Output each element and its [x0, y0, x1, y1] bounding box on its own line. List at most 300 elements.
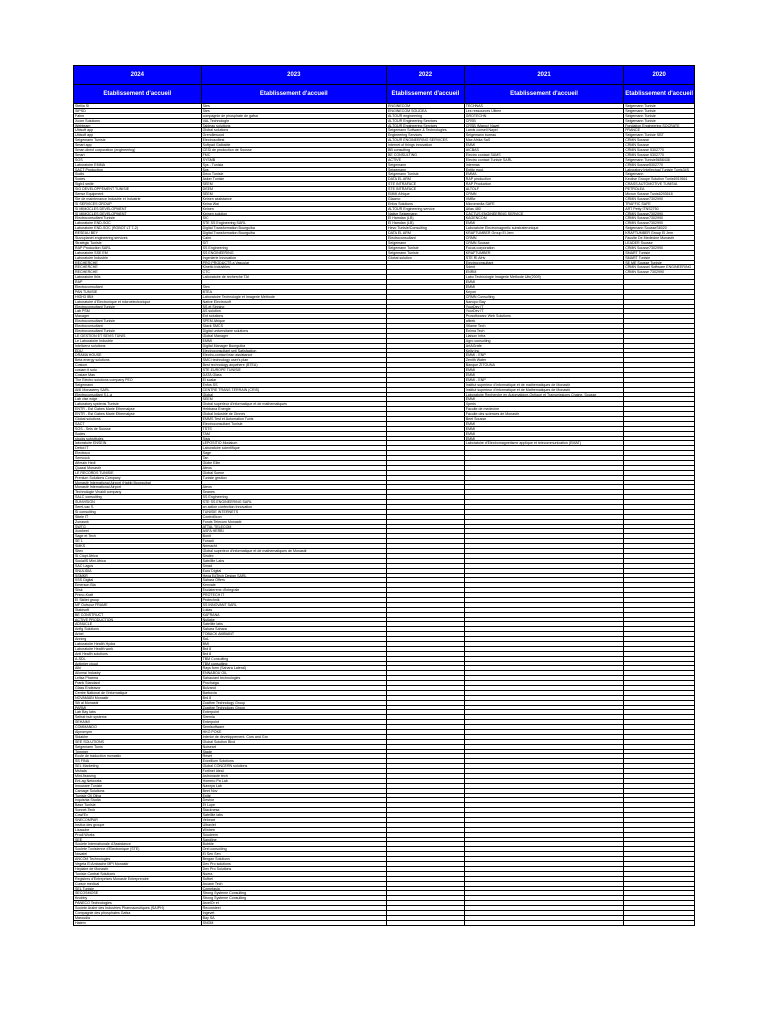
table-cell[interactable]: Smart: [74, 153, 202, 157]
table-cell[interactable]: SS Engineering: [202, 495, 387, 499]
table-cell[interactable]: [624, 666, 694, 670]
table-cell[interactable]: Silsk: [74, 588, 202, 592]
table-cell[interactable]: Keina Wai: [202, 202, 387, 206]
table-cell[interactable]: [387, 911, 465, 915]
table-cell[interactable]: SOS - Sels de Sousse: [74, 427, 202, 431]
table-cell[interactable]: Sage et Tech: [74, 534, 202, 538]
table-cell[interactable]: CRMN Sousse/ Software ENGINEERING: [625, 265, 692, 270]
table-cell[interactable]: Native Electrosoft: [202, 300, 387, 304]
table-cell[interactable]: [465, 882, 624, 886]
table-cell[interactable]: BB consulting: [387, 148, 465, 152]
table-cell[interactable]: [624, 745, 694, 749]
table-cell[interactable]: [387, 833, 465, 837]
table-cell[interactable]: [387, 314, 465, 318]
table-cell[interactable]: [387, 852, 465, 856]
table-cell[interactable]: VMBe: [465, 197, 624, 201]
table-cell[interactable]: Glass Endeavor: [74, 686, 202, 690]
table-cell[interactable]: [624, 578, 694, 582]
table-cell[interactable]: Global superieur d'informatique et de mathematiques: [202, 402, 387, 406]
table-cell[interactable]: Laboratoire Recherche en Automatique-Optique et Transmissions Chaine, Sousse: [465, 393, 624, 397]
table-cell[interactable]: SACT Production: [74, 168, 202, 172]
table-cell[interactable]: [465, 466, 624, 470]
table-cell[interactable]: [387, 916, 465, 920]
table-cell[interactable]: [387, 358, 465, 362]
table-cell[interactable]: Global solutions: [202, 128, 387, 132]
table-cell[interactable]: Seigemann Tunisie: [625, 113, 656, 118]
table-cell[interactable]: Bergan Solutions: [202, 857, 387, 861]
table-cell[interactable]: DATA EL ARM: [387, 231, 465, 235]
table-cell[interactable]: Micromedia SAFE: [465, 202, 624, 206]
table-cell[interactable]: [387, 334, 465, 338]
table-cell[interactable]: Arcane Tech: [202, 882, 387, 886]
table-cell[interactable]: Velonce: [202, 818, 387, 822]
table-cell[interactable]: Registres d'Entreprises Monastir Entreprendre: [74, 877, 202, 881]
table-cell[interactable]: [624, 383, 694, 387]
table-cell[interactable]: [465, 564, 624, 568]
table-cell[interactable]: SACT: [74, 422, 202, 426]
table-cell[interactable]: [465, 691, 624, 695]
table-cell[interactable]: [387, 495, 465, 499]
table-cell[interactable]: Beta energy solutions: [74, 358, 202, 362]
table-cell[interactable]: EMMA: [465, 172, 624, 176]
table-cell[interactable]: [387, 529, 465, 533]
table-cell[interactable]: [624, 520, 694, 524]
table-cell[interactable]: DATA EL ARM: [387, 177, 465, 181]
table-cell[interactable]: [387, 500, 465, 504]
table-cell[interactable]: Satellite Labs: [202, 559, 387, 563]
table-cell[interactable]: [387, 632, 465, 636]
table-cell[interactable]: [465, 603, 624, 607]
table-cell[interactable]: [465, 808, 624, 812]
table-cell[interactable]: [465, 559, 624, 563]
table-cell[interactable]: SocialIS Mini Africa: [74, 559, 202, 563]
table-cell[interactable]: [624, 652, 694, 656]
table-cell[interactable]: CRMN Sousse7302990: [625, 221, 663, 226]
table-cell[interactable]: stocks substitutes: [74, 437, 202, 441]
table-cell[interactable]: [387, 818, 465, 822]
table-cell[interactable]: CTC: [202, 270, 387, 274]
table-cell[interactable]: [624, 798, 694, 802]
table-cell[interactable]: [624, 388, 694, 392]
table-cell[interactable]: AMI Monastery SARL: [74, 388, 202, 392]
table-cell[interactable]: SI SERVICES GROUP: [74, 202, 202, 206]
table-cell[interactable]: [465, 574, 624, 578]
table-cell[interactable]: [387, 451, 465, 455]
table-cell[interactable]: [387, 921, 465, 925]
table-cell[interactable]: Bulvarot: [202, 686, 387, 690]
table-cell[interactable]: Hevo Tunisie/Consulting: [387, 226, 465, 230]
table-cell[interactable]: [624, 750, 694, 754]
table-cell[interactable]: Vegeta El Ambache MPI Monastir: [74, 862, 202, 866]
table-cell[interactable]: [465, 632, 624, 636]
table-cell[interactable]: [465, 622, 624, 626]
table-cell[interactable]: Asker Tunisie: [202, 177, 387, 181]
table-cell[interactable]: [624, 422, 694, 426]
table-cell[interactable]: [624, 309, 694, 313]
table-cell[interactable]: [465, 857, 624, 861]
table-cell[interactable]: Maroudia: [74, 916, 202, 920]
table-cell[interactable]: Seigemann: [387, 168, 465, 172]
table-cell[interactable]: Digital Manager Bourguiba: [202, 344, 387, 348]
table-cell[interactable]: Tunisie Contrat Solutions: [74, 872, 202, 876]
table-cell[interactable]: CRMN Sousse: [625, 138, 649, 143]
table-cell[interactable]: BE CONSTRUCT: [74, 613, 202, 617]
table-cell[interactable]: Electro contact SAMS: [465, 153, 624, 157]
table-cell[interactable]: [387, 525, 465, 529]
table-cell[interactable]: Global: [202, 393, 387, 397]
table-cell[interactable]: SE ME Sousse Tunisie: [625, 260, 662, 265]
table-cell[interactable]: Beet Sousse: [465, 417, 624, 421]
table-cell[interactable]: Ingenierie Innovation: [202, 256, 387, 260]
table-cell[interactable]: FRANCE: [625, 128, 641, 133]
table-cell[interactable]: [387, 652, 465, 656]
table-cell[interactable]: [465, 500, 624, 504]
table-cell[interactable]: Grendlewood: [202, 133, 387, 137]
table-cell[interactable]: Electrosoftest: [202, 138, 387, 142]
table-cell[interactable]: Sys: [202, 168, 387, 172]
table-cell[interactable]: [624, 740, 694, 744]
table-cell[interactable]: Barbovia: [202, 691, 387, 695]
table-cell[interactable]: [624, 662, 694, 666]
table-cell[interactable]: [624, 314, 694, 318]
table-cell[interactable]: Kenvale: [202, 583, 387, 587]
table-cell[interactable]: KRAFTUMBER: [465, 251, 624, 255]
table-cell[interactable]: SUNVISION: [74, 500, 202, 504]
table-cell[interactable]: [465, 657, 624, 661]
table-cell[interactable]: [465, 754, 624, 758]
table-cell[interactable]: Le Laboratoire Industrie: [74, 339, 202, 343]
table-cell[interactable]: Bonit: [202, 534, 387, 538]
table-cell[interactable]: [387, 891, 465, 895]
table-cell[interactable]: [465, 456, 624, 460]
table-cell[interactable]: Ent-ag Networks: [74, 779, 202, 783]
table-cell[interactable]: CRMN Consulting: [465, 295, 624, 299]
table-cell[interactable]: Tunisie Oil Oliva: [74, 794, 202, 798]
table-cell[interactable]: Intellcenz solutions: [74, 344, 202, 348]
table-cell[interactable]: Brd 8: [202, 652, 387, 656]
table-cell[interactable]: [465, 578, 624, 582]
table-cell[interactable]: SEL Marketing: [74, 764, 202, 768]
table-cell[interactable]: Xperis: [465, 402, 624, 406]
table-cell[interactable]: [465, 735, 624, 739]
table-cell[interactable]: SNULIDIA: [74, 569, 202, 573]
table-cell[interactable]: [465, 471, 624, 475]
table-cell[interactable]: Seigemann Tunisie5658438: [625, 157, 670, 162]
table-cell[interactable]: Prodl Works: [74, 833, 202, 837]
table-cell[interactable]: CRMN Sousse7302990: [625, 216, 663, 221]
table-cell[interactable]: [624, 441, 694, 445]
table-cell[interactable]: [624, 686, 694, 690]
table-cell[interactable]: Technologie Vivaldi company: [74, 490, 202, 494]
table-cell[interactable]: Stes: [202, 104, 387, 108]
table-cell[interactable]: [624, 476, 694, 480]
table-cell[interactable]: Digital Transformation Bourguiba: [202, 231, 387, 235]
table-cell[interactable]: [624, 818, 694, 822]
table-cell[interactable]: [624, 402, 694, 406]
table-cell[interactable]: Deshor: [202, 798, 387, 802]
table-cell[interactable]: [624, 901, 694, 905]
table-cell[interactable]: Stes: [202, 285, 387, 289]
table-cell[interactable]: [387, 740, 465, 744]
table-cell[interactable]: [624, 471, 694, 475]
table-cell[interactable]: [624, 574, 694, 578]
table-cell[interactable]: El Sen Sen: [202, 852, 387, 856]
table-cell[interactable]: [465, 534, 624, 538]
table-cell[interactable]: [624, 466, 694, 470]
table-cell[interactable]: ATTAL TELECOM: [202, 525, 387, 529]
table-cell[interactable]: Sitele IT: [74, 515, 202, 519]
table-cell[interactable]: [465, 481, 624, 485]
table-cell[interactable]: ASFA HERBI: [202, 529, 387, 533]
table-cell[interactable]: [387, 754, 465, 758]
table-cell[interactable]: Seigemann: [387, 163, 465, 167]
table-cell[interactable]: [465, 779, 624, 783]
table-cell[interactable]: SPEM Afrique: [202, 319, 387, 323]
table-cell[interactable]: [465, 720, 624, 724]
table-cell[interactable]: [465, 818, 624, 822]
table-cell[interactable]: afleek: [465, 319, 624, 323]
table-cell[interactable]: SMART Tunisie: [625, 250, 651, 255]
table-cell[interactable]: [624, 632, 694, 636]
table-cell[interactable]: Atlas 480: [465, 207, 624, 211]
table-cell[interactable]: PROTECH IT: [202, 593, 387, 597]
table-cell[interactable]: Electroconsultant Tunisie: [202, 422, 387, 426]
table-cell[interactable]: Bubble: [202, 842, 387, 846]
table-cell[interactable]: Laboratoire Iblis: [74, 275, 202, 279]
table-cell[interactable]: Global Scene: [202, 471, 387, 475]
table-cell[interactable]: Fondation Engineering SOCRATE: [625, 123, 680, 128]
table-cell[interactable]: [624, 730, 694, 734]
table-cell[interactable]: [624, 754, 694, 758]
table-cell[interactable]: Fahm: [74, 114, 202, 118]
table-cell[interactable]: ENGINECOM: [387, 104, 465, 108]
table-cell[interactable]: [624, 857, 694, 861]
table-cell[interactable]: [387, 887, 465, 891]
table-cell[interactable]: Sahara Offers: [202, 578, 387, 582]
table-cell[interactable]: [465, 637, 624, 641]
table-cell[interactable]: Semi-vac S: [74, 505, 202, 509]
table-cell[interactable]: Stacknesa: [202, 808, 387, 812]
table-cell[interactable]: [624, 891, 694, 895]
table-cell[interactable]: GROTECHN: [465, 114, 624, 118]
table-cell[interactable]: [387, 710, 465, 714]
table-cell[interactable]: [624, 305, 694, 309]
table-cell[interactable]: [387, 339, 465, 343]
table-cell[interactable]: Faculte des sciences de Monastir: [465, 412, 624, 416]
table-cell[interactable]: [624, 490, 694, 494]
year-2023[interactable]: 2023: [202, 66, 387, 84]
table-cell[interactable]: Entity mod.: [465, 168, 624, 172]
table-cell[interactable]: [387, 534, 465, 538]
year-2022[interactable]: 2022: [387, 66, 465, 84]
table-cell[interactable]: SOS: [74, 158, 202, 162]
table-cell[interactable]: [387, 882, 465, 886]
table-cell[interactable]: [465, 495, 624, 499]
table-cell[interactable]: [465, 666, 624, 670]
table-cell[interactable]: Mshala: [74, 769, 202, 773]
table-cell[interactable]: [465, 701, 624, 705]
table-cell[interactable]: ENTR - Est Gabes Marie Ethernalyse: [74, 407, 202, 411]
table-cell[interactable]: [387, 808, 465, 812]
table-cell[interactable]: The Electro solutions company PEO: [74, 378, 202, 382]
table-cell[interactable]: [202, 481, 387, 485]
table-cell[interactable]: BMI: [202, 642, 387, 646]
table-cell[interactable]: Laboratoire END-SOC: [74, 221, 202, 225]
table-cell[interactable]: [624, 774, 694, 778]
table-cell[interactable]: Laboratoire d'Electronique et microelectronique: [74, 300, 202, 304]
table-cell[interactable]: SI MIMOCLES DEVELOPMENT: [74, 207, 202, 211]
table-cell[interactable]: Manager: [74, 314, 202, 318]
table-cell[interactable]: Trimmer: [74, 750, 202, 754]
table-cell[interactable]: [624, 671, 694, 675]
table-cell[interactable]: [465, 544, 624, 548]
table-cell[interactable]: [624, 437, 694, 441]
table-cell[interactable]: [387, 569, 465, 573]
table-cell[interactable]: [624, 373, 694, 377]
table-cell[interactable]: Seigemann Tunisie: [625, 104, 656, 108]
table-cell[interactable]: [387, 417, 465, 421]
table-cell[interactable]: ArcelOr et: [202, 901, 387, 905]
table-cell[interactable]: Digital universitaire solutions: [202, 329, 387, 333]
table-cell[interactable]: CESI de production de Sousse: [202, 148, 387, 152]
table-cell[interactable]: Afimain Hedi: [74, 461, 202, 465]
table-cell[interactable]: Cairn: [202, 236, 387, 240]
table-cell[interactable]: CRMN Sousse 5302770: [625, 148, 664, 152]
table-cell[interactable]: Stes: [202, 109, 387, 113]
table-cell[interactable]: [624, 485, 694, 489]
table-cell[interactable]: SYSMB: [202, 158, 387, 162]
table-cell[interactable]: [387, 515, 465, 519]
table-cell[interactable]: Societe Tunisienne d'Electronique (STE): [74, 847, 202, 851]
table-cell[interactable]: Nanopo Bay: [465, 300, 624, 304]
table-cell[interactable]: [387, 750, 465, 754]
table-cell[interactable]: [624, 784, 694, 788]
table-cell[interactable]: RESEAU BEY: [74, 231, 202, 235]
table-cell[interactable]: [387, 309, 465, 313]
table-cell[interactable]: [387, 481, 465, 485]
table-cell[interactable]: SEHAIMI: [74, 720, 202, 724]
table-cell[interactable]: SNOM: [202, 921, 387, 925]
table-cell[interactable]: [624, 603, 694, 607]
table-cell[interactable]: Knobby: [74, 896, 202, 900]
table-cell[interactable]: Allomai Industry: [74, 671, 202, 675]
table-cell[interactable]: ACTIVE PRODUCTION: [74, 618, 202, 622]
table-cell[interactable]: Engineering Services: [387, 133, 465, 137]
table-cell[interactable]: [624, 525, 694, 529]
table-cell[interactable]: Electroconsultant Tunisie: [74, 329, 202, 333]
table-cell[interactable]: [387, 574, 465, 578]
table-cell[interactable]: El Skillet group: [74, 598, 202, 602]
table-cell[interactable]: SS ENGINEERING: [202, 251, 387, 255]
table-cell[interactable]: STE SS ENGINEERING SARL: [202, 500, 387, 504]
table-cell[interactable]: [624, 451, 694, 455]
table-cell[interactable]: RAP production: [465, 177, 624, 181]
table-cell[interactable]: [387, 877, 465, 881]
table-cell[interactable]: compagnie de phosphate de gafsa: [202, 114, 387, 118]
table-cell[interactable]: [465, 784, 624, 788]
table-cell[interactable]: Siremia: [202, 715, 387, 719]
table-cell[interactable]: [624, 324, 694, 328]
table-cell[interactable]: [465, 813, 624, 817]
table-cell[interactable]: [387, 280, 465, 284]
table-cell[interactable]: [624, 735, 694, 739]
table-cell[interactable]: Keinen assistance: [202, 197, 387, 201]
table-cell[interactable]: CRMN Sousse 5302770: [625, 152, 664, 157]
table-cell[interactable]: [624, 500, 694, 504]
table-cell[interactable]: [387, 867, 465, 871]
table-cell[interactable]: [465, 485, 624, 489]
table-cell[interactable]: [387, 798, 465, 802]
table-cell[interactable]: Sdent: [465, 265, 624, 269]
table-cell[interactable]: [624, 647, 694, 651]
table-cell[interactable]: [624, 549, 694, 553]
table-cell[interactable]: Sahara Sahara: [202, 627, 387, 631]
table-cell[interactable]: Strong Systeme Consulting: [202, 891, 387, 895]
table-cell[interactable]: [387, 593, 465, 597]
table-cell[interactable]: Bay SA: [202, 916, 387, 920]
table-cell[interactable]: SS INNOVANT SARL: [202, 603, 387, 607]
table-cell[interactable]: [624, 412, 694, 416]
table-cell[interactable]: Novatel: [74, 852, 202, 856]
table-cell[interactable]: [387, 510, 465, 514]
table-cell[interactable]: [387, 383, 465, 387]
table-cell[interactable]: Laboratoire de recherche TAI: [202, 275, 387, 279]
table-cell[interactable]: [465, 891, 624, 895]
table-cell[interactable]: [387, 706, 465, 710]
table-cell[interactable]: [387, 476, 465, 480]
table-cell[interactable]: Lukas: [202, 608, 387, 612]
table-cell[interactable]: Stabisoft: [74, 608, 202, 612]
table-cell[interactable]: Seigemann Tunisie: [625, 108, 656, 113]
table-cell[interactable]: Alki: [74, 666, 202, 670]
table-cell[interactable]: RAP Production SARL: [74, 246, 202, 250]
table-cell[interactable]: Electroconsultant seti Satisfaction: [202, 349, 387, 353]
table-cell[interactable]: Electroconsultant S.L.a: [74, 393, 202, 397]
table-cell[interactable]: [465, 730, 624, 734]
year-2024[interactable]: 2024: [74, 66, 202, 84]
table-cell[interactable]: [624, 676, 694, 680]
table-cell[interactable]: Lab PSM: [74, 309, 202, 313]
table-cell[interactable]: Sahaurant technologies: [202, 676, 387, 680]
table-cell[interactable]: [624, 564, 694, 568]
table-cell[interactable]: PETROLEA: [625, 187, 645, 192]
table-cell[interactable]: [387, 373, 465, 377]
table-cell[interactable]: [465, 451, 624, 455]
table-cell[interactable]: [387, 603, 465, 607]
table-cell[interactable]: [387, 505, 465, 509]
table-cell[interactable]: [465, 593, 624, 597]
column-header-2024[interactable]: Etablissement d'accueil: [74, 85, 202, 103]
table-cell[interactable]: [624, 608, 694, 612]
table-cell[interactable]: SEE SOLUTIONS: [74, 740, 202, 744]
table-cell[interactable]: Beet Nov: [202, 789, 387, 793]
table-cell[interactable]: BE CONSULTING: [387, 153, 465, 157]
table-cell[interactable]: Ste de maintenance Industrie et Industrie: [74, 197, 202, 201]
year-2021[interactable]: 2021: [465, 66, 624, 84]
table-cell[interactable]: [624, 539, 694, 543]
table-cell[interactable]: [387, 549, 465, 553]
table-cell[interactable]: DRAMA HOUSE: [74, 353, 202, 357]
table-cell[interactable]: PAN TUNISIE: [74, 290, 202, 294]
table-cell[interactable]: EMMI: [465, 432, 624, 436]
table-cell[interactable]: [624, 887, 694, 891]
table-cell[interactable]: Micron Sousse Tunis6293618: [625, 192, 673, 196]
table-cell[interactable]: SALC consulting: [74, 495, 202, 499]
table-cell[interactable]: [465, 838, 624, 842]
table-cell[interactable]: [465, 715, 624, 719]
table-cell[interactable]: [465, 476, 624, 480]
table-cell[interactable]: [387, 647, 465, 651]
